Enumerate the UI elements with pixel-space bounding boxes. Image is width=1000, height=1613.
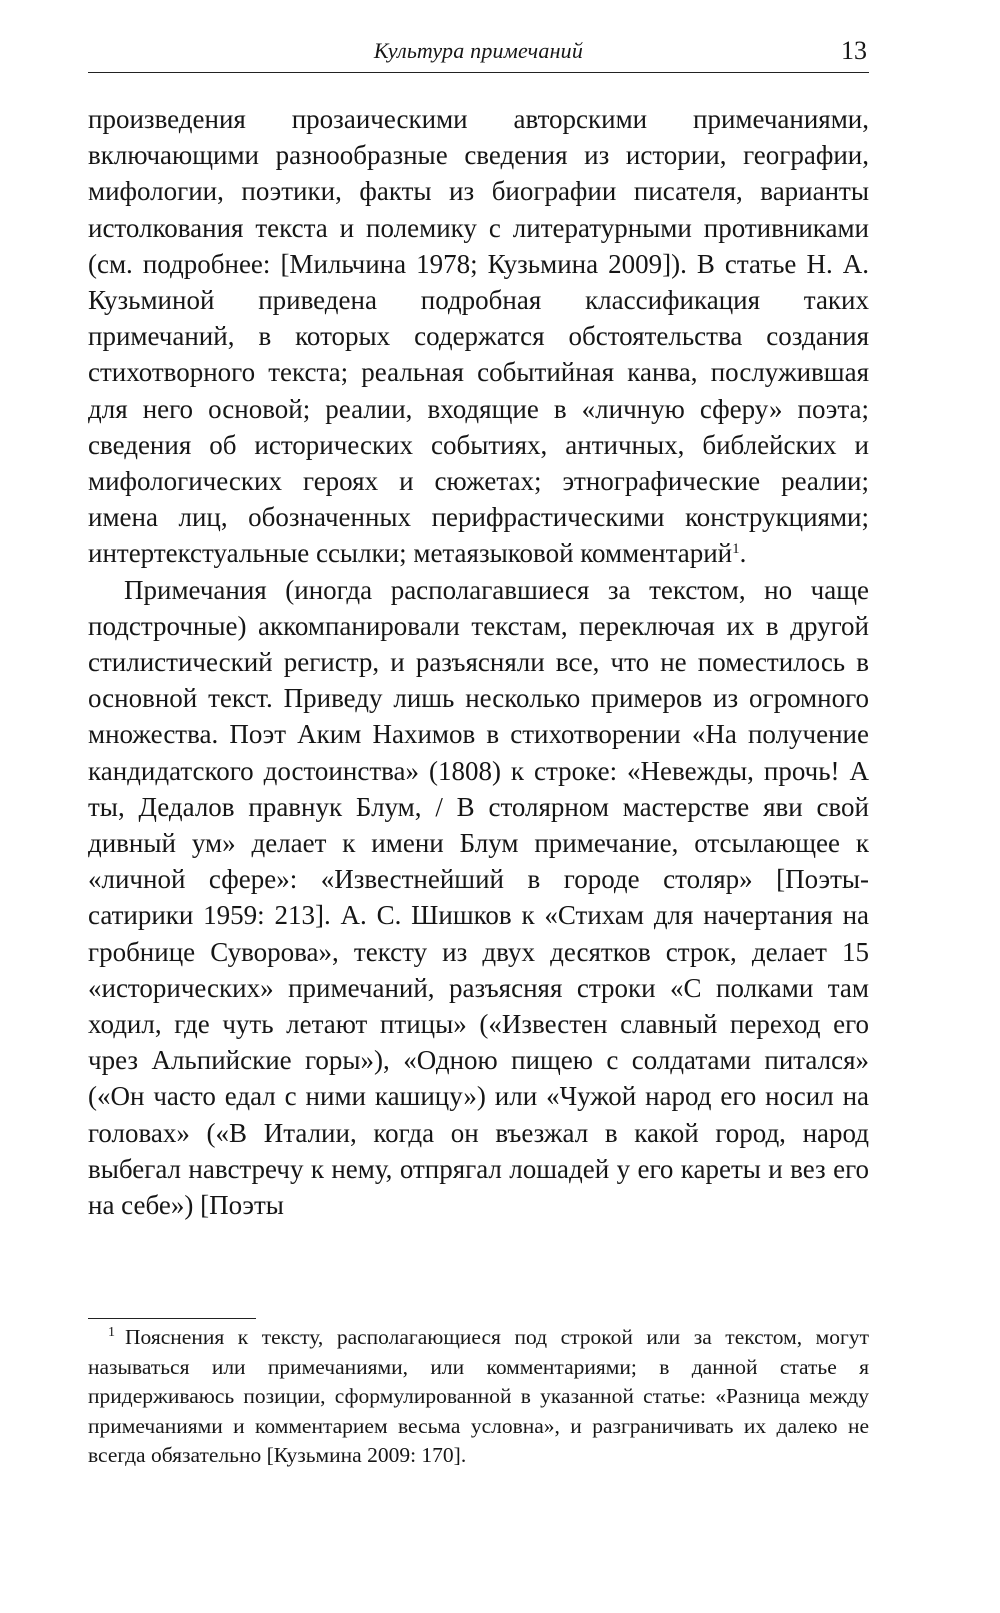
running-header [88, 34, 869, 73]
footnote-divider [88, 1318, 256, 1319]
page-number: 13 [841, 36, 867, 65]
footnote-text: Пояснения к тексту, располагающиеся под строкой или за текстом, могут называться или примечаниями, или комментариями; в данной статье я придерживаюсь позиции, сформулированной в указанной статье: «Разница между примечаниями и комментарием весьма условна», и разграничивать их далеко не всегда обязательно [Кузьмина 2009: 170]. [88, 1325, 869, 1467]
footnote [88, 1323, 869, 1471]
paragraph-1 [88, 101, 869, 572]
paragraph-1-text: произведения прозаическими авторскими примечаниями, включающими разнообразные сведения из истории, географии, мифологии, поэтики, факты из биографии писателя, варианты истолкования текста и полемику с литературными противниками (см. подробнее: [Мильчина 1978; Кузьмина 2009]). В статье Н. А. Кузьминой приведена подробная классификация таких примечаний, в которых содержатся обстоятельства создания стихотворного текста; реальная событийная канва, послужившая для него основой; реалии, входящие в «личную сферу» поэта; сведения об исторических событиях, античных, библейских и мифологических героях и сюжетах; этнографические реалии; имена лиц, обозначенных перифрастическими конструкциями; интертекстуальные ссылки; метаязыковой комментарий [88, 104, 869, 569]
paragraph-2: Примечания (иногда располагавшиеся за текстом, но чаще подстрочные) аккомпанировали текстам, переключая их в другой стилистический регистр, и разъясняли все, что не поместилось в основной текст. Приведу лишь несколько примеров из огромного множества. Поэт Аким Нахимов в стихотворении «На получение кандидатского достоинства» (1808) к строке: «Невежды, прочь! А ты, Дедалов правнук Блум, / В столярном мастерстве яви свой дивный ум» делает к имени Блум примечание, отсылающее к «личной сфере»: «Известнейший в городе столяр» [Поэты-сатирики 1959: 213]. А. С. Шишков к «Стихам для начертания на гробнице Суворова», тексту из двух десятков строк, делает 15 «исторических» примечаний, разъясняя строки «С полками там ходил, где чуть летают птицы» («Известен славный переход его чрез Альпийские горы»), «Одною пищею с солдатами питался» («Он часто едал с ними кашицу») или «Чужой народ его носил на головах» («В Италии, когда он въезжал в какой город, народ выбегал навстречу к нему, отпрягал лошадей у его кареты и вез его на себе») [Поэты [88, 574, 869, 1221]
footnote-mark: 1 [108, 1325, 115, 1340]
running-title: Культура примечаний [373, 38, 584, 63]
paragraph-1-end: . [739, 538, 747, 569]
footnote-reference: 1 [732, 541, 740, 558]
main-text [88, 101, 869, 1223]
